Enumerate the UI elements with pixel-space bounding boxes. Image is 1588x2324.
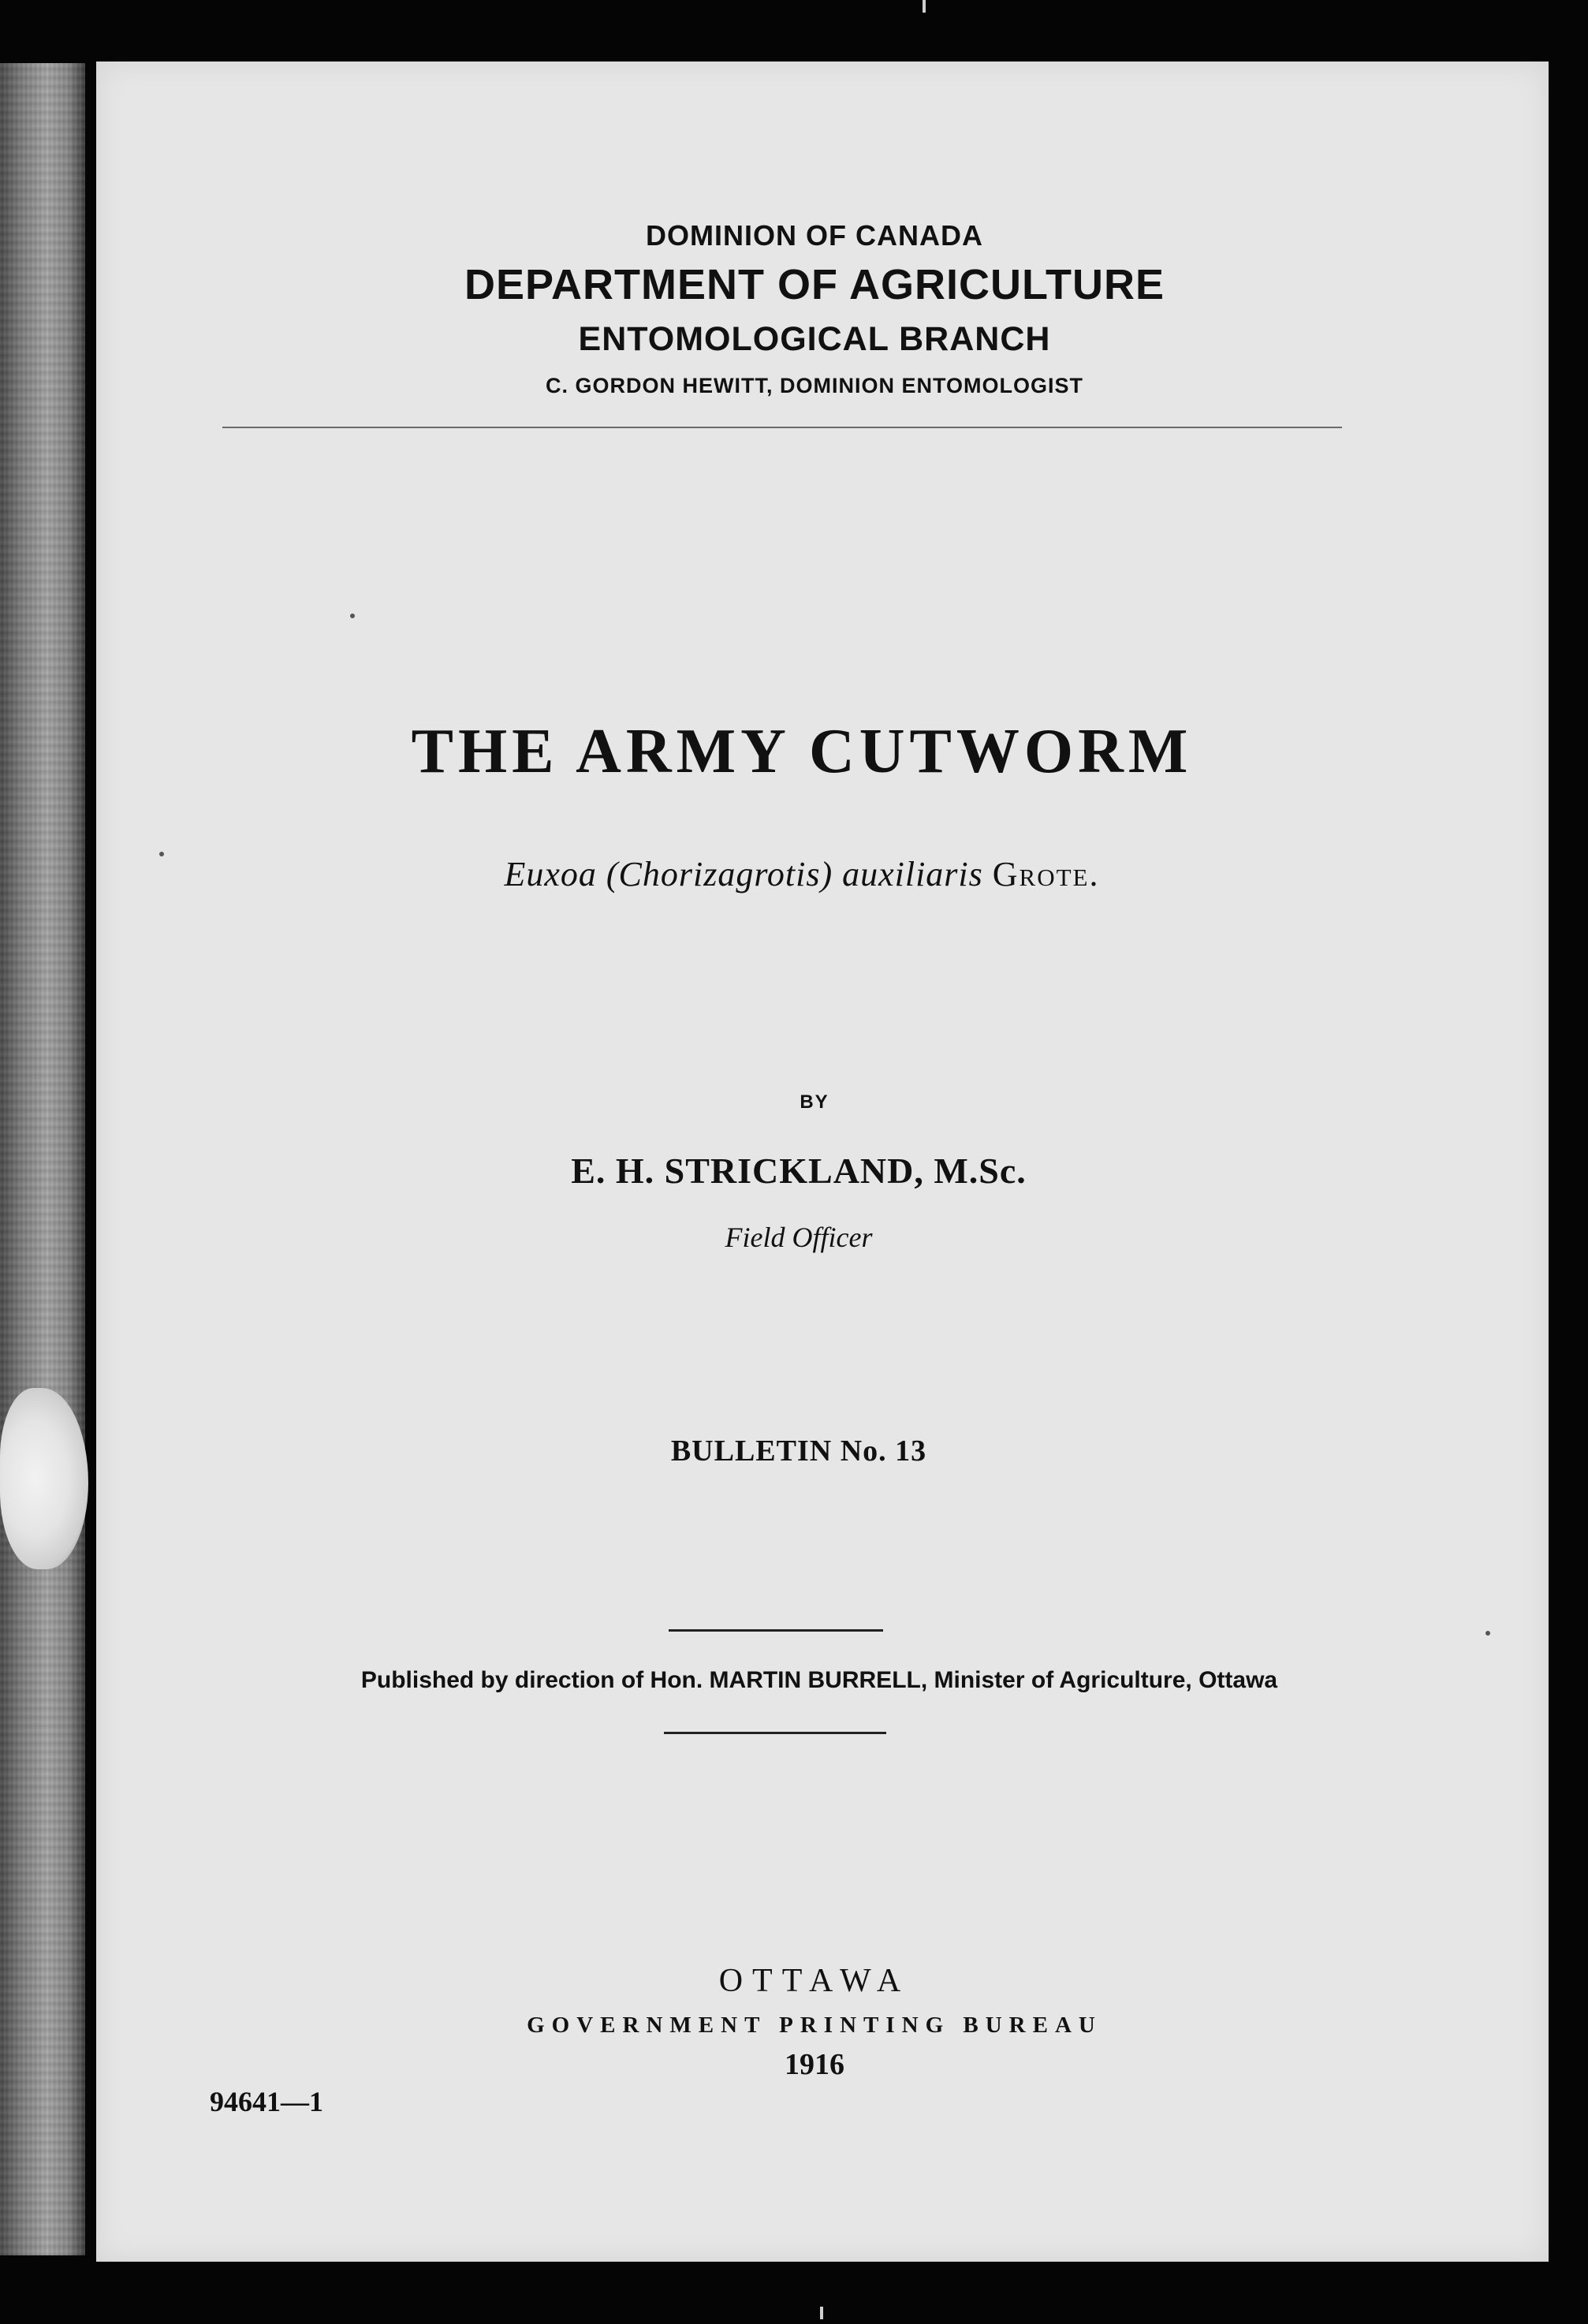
film-mark	[820, 2307, 823, 2319]
author-role: Field Officer	[725, 1222, 873, 1253]
author-name: E. H. STRICKLAND, M.Sc.	[571, 1151, 1027, 1191]
species-authority: Grote.	[992, 855, 1100, 893]
species-name	[76, 854, 1528, 894]
film-mark	[923, 0, 926, 13]
header-dominion: DOMINION OF CANADA	[646, 219, 983, 252]
header-entomologist: C. GORDON HEWITT, DOMINION ENTOMOLOGIST	[546, 374, 1083, 397]
title-page	[96, 62, 1549, 2262]
imprint-printer: GOVERNMENT PRINTING BUREAU	[527, 2013, 1102, 2038]
publication-note: Published by direction of Hon. MARTIN BURRELL, Minister of Agriculture, Ottawa	[360, 1667, 1278, 1693]
publisher-rule-upper	[669, 1629, 883, 1632]
imprint-city: OTTAWA	[718, 1963, 911, 1999]
publisher-rule-lower	[664, 1732, 886, 1734]
paper-speck	[350, 614, 355, 618]
header-department: DEPARTMENT OF AGRICULTURE	[464, 261, 1165, 308]
header-divider	[222, 427, 1342, 428]
bulletin-number: BULLETIN No. 13	[670, 1434, 927, 1468]
species-binomial: Euxoa (Chorizagrotis) auxiliaris	[504, 855, 983, 893]
paper-speck	[1485, 1631, 1490, 1636]
bulletin-title: THE ARMY CUTWORM	[411, 717, 1193, 786]
imprint-year: 1916	[785, 2048, 844, 2081]
by-label: BY	[800, 1091, 829, 1113]
catalog-code: 94641—1	[210, 2086, 323, 2117]
header-branch: ENTOMOLOGICAL BRANCH	[578, 320, 1051, 358]
paper-speck	[159, 852, 164, 856]
